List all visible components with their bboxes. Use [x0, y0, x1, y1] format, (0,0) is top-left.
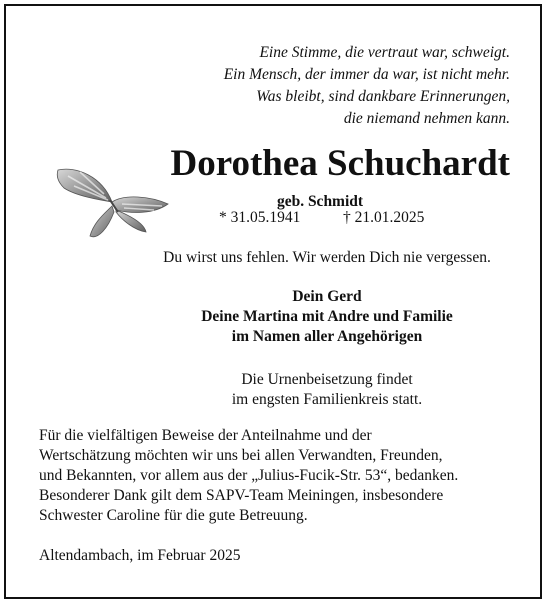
- poem: [224, 42, 510, 130]
- funeral-info: [127, 370, 527, 410]
- place-date: Altendambach, im Februar 2025: [39, 547, 241, 564]
- farewell-message: Du wirst uns fehlen. Wir werden Dich nie vergessen.: [163, 249, 491, 266]
- deceased-name: Dorothea Schuchardt: [170, 143, 510, 184]
- poem-line: Eine Stimme, die vertraut war, schweigt.: [259, 44, 510, 61]
- death-date: † 21.01.2025: [343, 209, 425, 226]
- family-line: Deine Martina mit Andre und Familie: [201, 308, 453, 325]
- poem-line: Ein Mensch, der immer da war, ist nicht mehr.: [223, 66, 510, 83]
- family-line: im Namen aller Angehörigen: [231, 328, 423, 345]
- butterfly-icon: [54, 166, 170, 244]
- thanks-paragraph: [39, 426, 519, 526]
- family-line: Dein Gerd: [292, 288, 362, 305]
- thanks-line: Für die vielfältigen Beweise der Anteilnahme und der: [39, 427, 372, 444]
- birth-date: * 31.05.1941: [219, 209, 301, 226]
- birth-name: geb. Schmidt: [276, 193, 364, 210]
- thanks-line: Besonderer Dank gilt dem SAPV-Team Meiningen, insbesondere: [39, 487, 444, 504]
- thanks-line: Schwester Caroline für die gute Betreuung.: [39, 507, 308, 524]
- poem-line: Was bleibt, sind dankbare Erinnerungen,: [256, 88, 510, 105]
- funeral-line: im engsten Familienkreis statt.: [231, 391, 423, 408]
- poem-line: die niemand nehmen kann.: [343, 110, 510, 127]
- family-signatures: [127, 287, 527, 347]
- thanks-line: und Bekannten, vor allem aus der „Julius-Fucik-Str. 53“, bedanken.: [39, 467, 459, 484]
- funeral-line: Die Urnenbeisetzung findet: [241, 371, 413, 388]
- thanks-line: Wertschätzung möchten wir uns bei allen Verwandten, Freunden,: [39, 447, 443, 464]
